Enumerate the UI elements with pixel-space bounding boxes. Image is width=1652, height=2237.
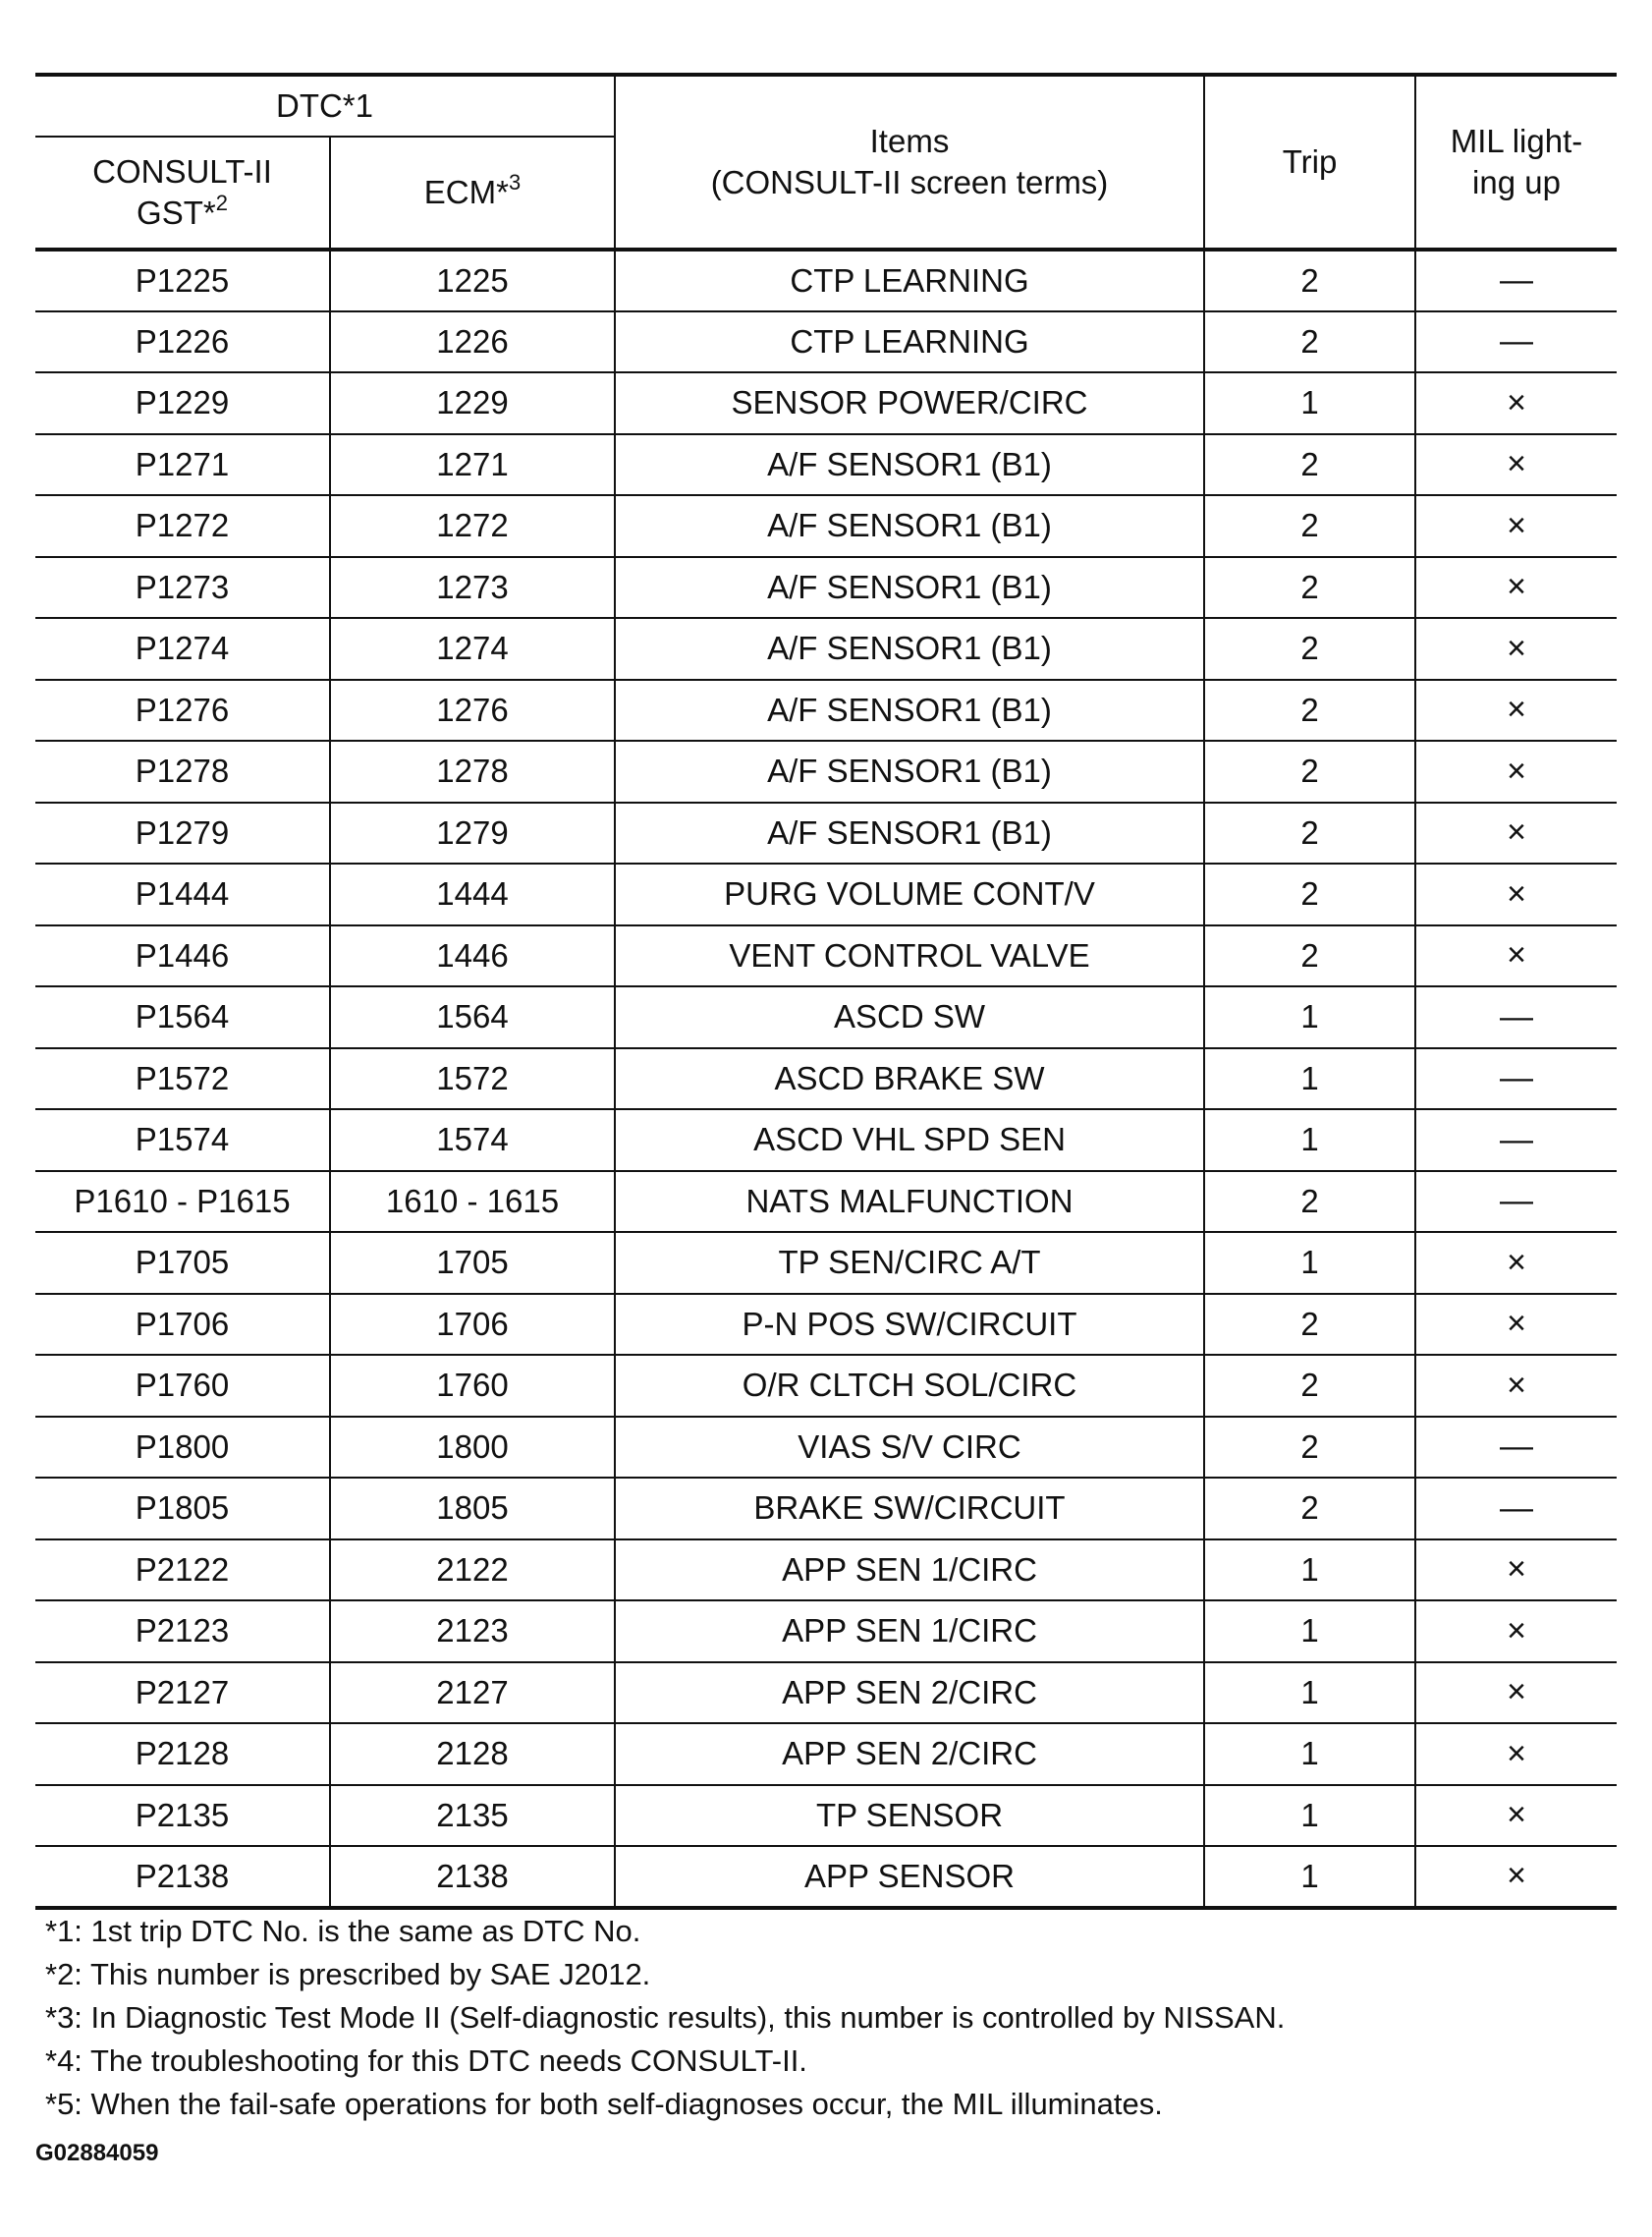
ecm-cell: 1278 [330, 741, 615, 803]
trip-cell: 1 [1204, 986, 1415, 1048]
ecm-cell: 1271 [330, 434, 615, 496]
mil-cell: × [1415, 680, 1617, 742]
consult-cell: P1274 [35, 618, 330, 680]
consult-cell: P1272 [35, 495, 330, 557]
mil-cell: × [1415, 1662, 1617, 1724]
trip-cell: 1 [1204, 1048, 1415, 1110]
mil-cell: × [1415, 1600, 1617, 1662]
trip-cell: 2 [1204, 1355, 1415, 1417]
consult-cell: P2138 [35, 1846, 330, 1908]
item-cell: A/F SENSOR1 (B1) [615, 495, 1204, 557]
dtc-header: DTC*1 [35, 75, 615, 137]
mil-cell: — [1415, 986, 1617, 1048]
mil-cell: × [1415, 1355, 1617, 1417]
trip-cell: 2 [1204, 803, 1415, 865]
mil-cell: × [1415, 434, 1617, 496]
trip-cell: 2 [1204, 434, 1415, 496]
table-row [35, 618, 1617, 680]
mil-header-line1: MIL light- [1450, 123, 1583, 159]
table-row [35, 864, 1617, 925]
consult-cell: P1273 [35, 557, 330, 619]
ecm-cell: 2123 [330, 1600, 615, 1662]
item-cell: PURG VOLUME CONT/V [615, 864, 1204, 925]
mil-cell: — [1415, 250, 1617, 311]
item-cell: APP SEN 2/CIRC [615, 1723, 1204, 1785]
ecm-cell: 1805 [330, 1478, 615, 1539]
consult-cell: P1574 [35, 1109, 330, 1171]
consult-cell: P1444 [35, 864, 330, 925]
mil-cell: — [1415, 1417, 1617, 1479]
item-cell: SENSOR POWER/CIRC [615, 372, 1204, 434]
consult-cell: P1271 [35, 434, 330, 496]
trip-cell: 1 [1204, 1539, 1415, 1601]
table-row [35, 986, 1617, 1048]
ecm-header-footnote-ref: 3 [508, 170, 522, 195]
item-cell: A/F SENSOR1 (B1) [615, 557, 1204, 619]
mil-cell: — [1415, 1478, 1617, 1539]
consult-header-line2: GST* [137, 195, 216, 231]
table-row [35, 495, 1617, 557]
footnote: *3: In Diagnostic Test Mode II (Self-diagnostic results), this number is controlled by NISSAN. [45, 2000, 1286, 2035]
mil-cell: × [1415, 495, 1617, 557]
mil-cell: — [1415, 1048, 1617, 1110]
table-row [35, 1109, 1617, 1171]
consult-cell: P1226 [35, 311, 330, 373]
consult-cell: P1225 [35, 250, 330, 311]
table-body [35, 250, 1617, 1908]
mil-cell: × [1415, 1294, 1617, 1356]
table-row [35, 741, 1617, 803]
ecm-cell: 1274 [330, 618, 615, 680]
ecm-header-label: ECM* [423, 174, 509, 210]
ecm-cell: 1706 [330, 1294, 615, 1356]
consult-cell: P2128 [35, 1723, 330, 1785]
trip-cell: 2 [1204, 1171, 1415, 1233]
ecm-cell: 1273 [330, 557, 615, 619]
table-row [35, 1846, 1617, 1908]
trip-cell: 1 [1204, 1109, 1415, 1171]
ecm-cell: 2135 [330, 1785, 615, 1847]
trip-cell: 1 [1204, 372, 1415, 434]
table-header [35, 75, 1617, 250]
consult-cell: P1760 [35, 1355, 330, 1417]
ecm-cell: 1444 [330, 864, 615, 925]
trip-header: Trip [1204, 75, 1415, 250]
consult-header-line1: CONSULT-II [92, 153, 272, 190]
table-row [35, 1048, 1617, 1110]
item-cell: VENT CONTROL VALVE [615, 925, 1204, 987]
trip-cell: 2 [1204, 925, 1415, 987]
table-row [35, 311, 1617, 373]
footnote: *1: 1st trip DTC No. is the same as DTC No. [45, 1914, 641, 1948]
table-row [35, 557, 1617, 619]
mil-cell: × [1415, 557, 1617, 619]
item-cell: A/F SENSOR1 (B1) [615, 618, 1204, 680]
ecm-cell: 1229 [330, 372, 615, 434]
item-cell: A/F SENSOR1 (B1) [615, 741, 1204, 803]
ecm-cell: 1225 [330, 250, 615, 311]
trip-cell: 2 [1204, 864, 1415, 925]
item-cell: ASCD BRAKE SW [615, 1048, 1204, 1110]
consult-cell: P1572 [35, 1048, 330, 1110]
item-cell: BRAKE SW/CIRCUIT [615, 1478, 1204, 1539]
item-cell: APP SENSOR [615, 1846, 1204, 1908]
item-cell: APP SEN 1/CIRC [615, 1539, 1204, 1601]
table-row [35, 1723, 1617, 1785]
ecm-cell: 2128 [330, 1723, 615, 1785]
ecm-cell: 1272 [330, 495, 615, 557]
consult-cell: P2127 [35, 1662, 330, 1724]
mil-cell: — [1415, 311, 1617, 373]
table-row [35, 1600, 1617, 1662]
ecm-cell: 1610 - 1615 [330, 1171, 615, 1233]
ecm-cell: 2122 [330, 1539, 615, 1601]
item-cell: A/F SENSOR1 (B1) [615, 803, 1204, 865]
table-row [35, 803, 1617, 865]
consult-cell: P1279 [35, 803, 330, 865]
ecm-cell: 1446 [330, 925, 615, 987]
mil-cell: × [1415, 1539, 1617, 1601]
dtc-table [35, 73, 1617, 1910]
trip-cell: 2 [1204, 680, 1415, 742]
mil-cell: × [1415, 1846, 1617, 1908]
ecm-cell: 1800 [330, 1417, 615, 1479]
consult-cell: P1276 [35, 680, 330, 742]
mil-cell: — [1415, 1171, 1617, 1233]
trip-cell: 2 [1204, 1417, 1415, 1479]
trip-cell: 2 [1204, 495, 1415, 557]
trip-cell: 1 [1204, 1723, 1415, 1785]
figure-id: G02884059 [35, 2140, 159, 2166]
mil-cell: × [1415, 925, 1617, 987]
item-cell: APP SEN 1/CIRC [615, 1600, 1204, 1662]
trip-cell: 1 [1204, 1600, 1415, 1662]
consult-header [35, 137, 330, 250]
trip-cell: 2 [1204, 1478, 1415, 1539]
item-cell: CTP LEARNING [615, 311, 1204, 373]
trip-cell: 2 [1204, 618, 1415, 680]
consult-cell: P1278 [35, 741, 330, 803]
mil-cell: × [1415, 864, 1617, 925]
ecm-cell: 1760 [330, 1355, 615, 1417]
consult-cell: P1229 [35, 372, 330, 434]
mil-cell: × [1415, 1232, 1617, 1294]
consult-cell: P2123 [35, 1600, 330, 1662]
consult-header-footnote-ref: 2 [215, 191, 228, 215]
table-row [35, 1785, 1617, 1847]
item-cell: ASCD VHL SPD SEN [615, 1109, 1204, 1171]
ecm-cell: 1572 [330, 1048, 615, 1110]
items-header-line1: Items [869, 123, 950, 159]
trip-cell: 1 [1204, 1846, 1415, 1908]
mil-cell: × [1415, 618, 1617, 680]
trip-cell: 2 [1204, 250, 1415, 311]
table-row [35, 1417, 1617, 1479]
item-cell: VIAS S/V CIRC [615, 1417, 1204, 1479]
item-cell: NATS MALFUNCTION [615, 1171, 1204, 1233]
consult-cell: P2135 [35, 1785, 330, 1847]
ecm-cell: 1705 [330, 1232, 615, 1294]
items-header [615, 75, 1204, 250]
trip-cell: 1 [1204, 1785, 1415, 1847]
consult-cell: P2122 [35, 1539, 330, 1601]
item-cell: APP SEN 2/CIRC [615, 1662, 1204, 1724]
table-row [35, 1171, 1617, 1233]
consult-cell: P1446 [35, 925, 330, 987]
table-row [35, 925, 1617, 987]
trip-cell: 1 [1204, 1662, 1415, 1724]
item-cell: CTP LEARNING [615, 250, 1204, 311]
table-row [35, 1355, 1617, 1417]
table-row [35, 1478, 1617, 1539]
mil-cell: × [1415, 372, 1617, 434]
table-row [35, 680, 1617, 742]
footnote: *5: When the fail-safe operations for both self-diagnoses occur, the MIL illuminates. [45, 2087, 1163, 2121]
table-row [35, 1232, 1617, 1294]
item-cell: O/R CLTCH SOL/CIRC [615, 1355, 1204, 1417]
mil-header-line2: ing up [1472, 164, 1561, 200]
trip-cell: 2 [1204, 741, 1415, 803]
footnotes [45, 1910, 1285, 2126]
item-cell: TP SEN/CIRC A/T [615, 1232, 1204, 1294]
consult-cell: P1564 [35, 986, 330, 1048]
ecm-cell: 1276 [330, 680, 615, 742]
consult-cell: P1610 - P1615 [35, 1171, 330, 1233]
trip-cell: 1 [1204, 1232, 1415, 1294]
trip-cell: 2 [1204, 557, 1415, 619]
table-row [35, 434, 1617, 496]
trip-cell: 2 [1204, 1294, 1415, 1356]
consult-cell: P1800 [35, 1417, 330, 1479]
item-cell: A/F SENSOR1 (B1) [615, 680, 1204, 742]
ecm-cell: 1564 [330, 986, 615, 1048]
mil-cell: — [1415, 1109, 1617, 1171]
ecm-cell: 1279 [330, 803, 615, 865]
item-cell: TP SENSOR [615, 1785, 1204, 1847]
mil-cell: × [1415, 803, 1617, 865]
mil-cell: × [1415, 1723, 1617, 1785]
ecm-cell: 2138 [330, 1846, 615, 1908]
table-row [35, 1662, 1617, 1724]
ecm-header [330, 137, 615, 250]
items-header-line2: (CONSULT-II screen terms) [710, 164, 1109, 200]
item-cell: ASCD SW [615, 986, 1204, 1048]
mil-cell: × [1415, 1785, 1617, 1847]
ecm-cell: 2127 [330, 1662, 615, 1724]
footnote: *2: This number is prescribed by SAE J2012. [45, 1957, 651, 1991]
mil-header [1415, 75, 1617, 250]
ecm-cell: 1574 [330, 1109, 615, 1171]
table-row [35, 1539, 1617, 1601]
item-cell: P-N POS SW/CIRCUIT [615, 1294, 1204, 1356]
item-cell: A/F SENSOR1 (B1) [615, 434, 1204, 496]
consult-cell: P1705 [35, 1232, 330, 1294]
ecm-cell: 1226 [330, 311, 615, 373]
mil-cell: × [1415, 741, 1617, 803]
trip-cell: 2 [1204, 311, 1415, 373]
footnote: *4: The troubleshooting for this DTC needs CONSULT-II. [45, 2043, 807, 2078]
table-row [35, 250, 1617, 311]
table-row [35, 1294, 1617, 1356]
table-row [35, 372, 1617, 434]
consult-cell: P1706 [35, 1294, 330, 1356]
consult-cell: P1805 [35, 1478, 330, 1539]
